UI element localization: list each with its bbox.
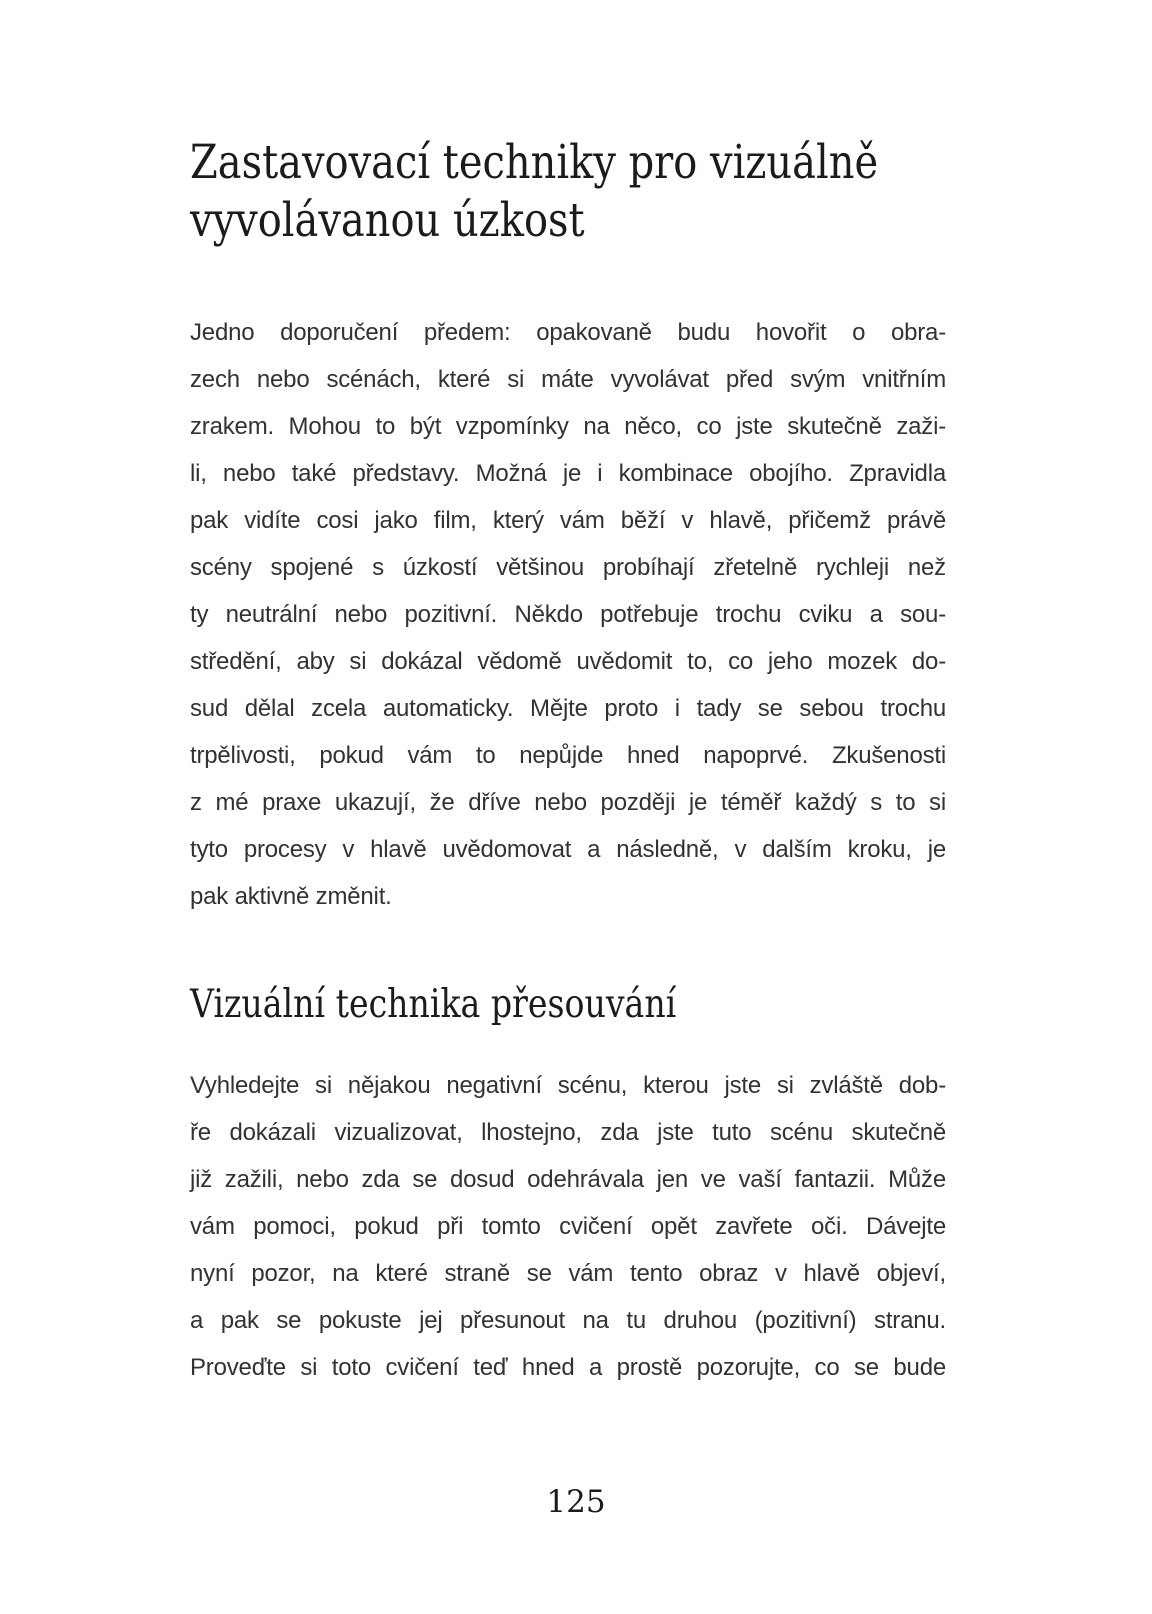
chapter-heading <box>190 134 878 250</box>
paragraph-technique <box>190 1062 946 1391</box>
text-line: zech nebo scénách, které si máte vyvolávat před svým vnitřním <box>190 366 946 393</box>
text-line: pak aktivně změnit. <box>190 883 392 910</box>
text-line: sud dělal zcela automaticky. Mějte proto i tady se sebou trochu <box>190 695 946 722</box>
text-line: středění, aby si dokázal vědomě uvědomit to, co jeho mozek do- <box>190 648 946 675</box>
section-subheading: Vizuální technika přesouvání <box>190 982 677 1027</box>
text-line: trpělivosti, pokud vám to nepůjde hned napoprvé. Zkušenosti <box>190 742 946 769</box>
page-number: 125 <box>546 1484 606 1520</box>
text-line: Vyhledejte si nějakou negativní scénu, kterou jste si zvláště dob- <box>190 1072 946 1099</box>
text-line: a pak se pokuste jej přesunout na tu druhou (pozitivní) stranu. <box>190 1307 946 1334</box>
text-line: zrakem. Mohou to být vzpomínky na něco, co jste skutečně zaži- <box>190 413 946 440</box>
text-line: Proveďte si toto cvičení teď hned a prostě pozorujte, co se bude <box>190 1354 946 1381</box>
text-line: vám pomoci, pokud při tomto cvičení opět zavřete oči. Dávejte <box>190 1213 946 1240</box>
text-line: ty neutrální nebo pozitivní. Někdo potřebuje trochu cviku a sou- <box>190 601 946 628</box>
text-line: pak vidíte cosi jako film, který vám běží v hlavě, přičemž právě <box>190 507 946 534</box>
text-line: z mé praxe ukazují, že dříve nebo později je téměř každý s to si <box>190 789 946 816</box>
text-line: ře dokázali vizualizovat, lhostejno, zda jste tuto scénu skutečně <box>190 1119 946 1146</box>
text-line: tyto procesy v hlavě uvědomovat a následně, v dalším kroku, je <box>190 836 946 863</box>
chapter-heading-line-2: vyvolávanou úzkost <box>190 193 585 248</box>
text-line: li, nebo také představy. Možná je i kombinace obojího. Zpravidla <box>190 460 946 487</box>
text-line: nyní pozor, na které straně se vám tento obraz v hlavě objeví, <box>190 1260 946 1287</box>
paragraph-intro <box>190 309 946 920</box>
text-line: scény spojené s úzkostí většinou probíhají zřetelně rychleji než <box>190 554 946 581</box>
chapter-heading-line-1: Zastavovací techniky pro vizuálně <box>190 135 879 190</box>
text-line: Jedno doporučení předem: opakovaně budu hovořit o obra- <box>190 319 946 346</box>
text-line: již zažili, nebo zda se dosud odehrávala jen ve vaší fantazii. Může <box>190 1166 946 1193</box>
